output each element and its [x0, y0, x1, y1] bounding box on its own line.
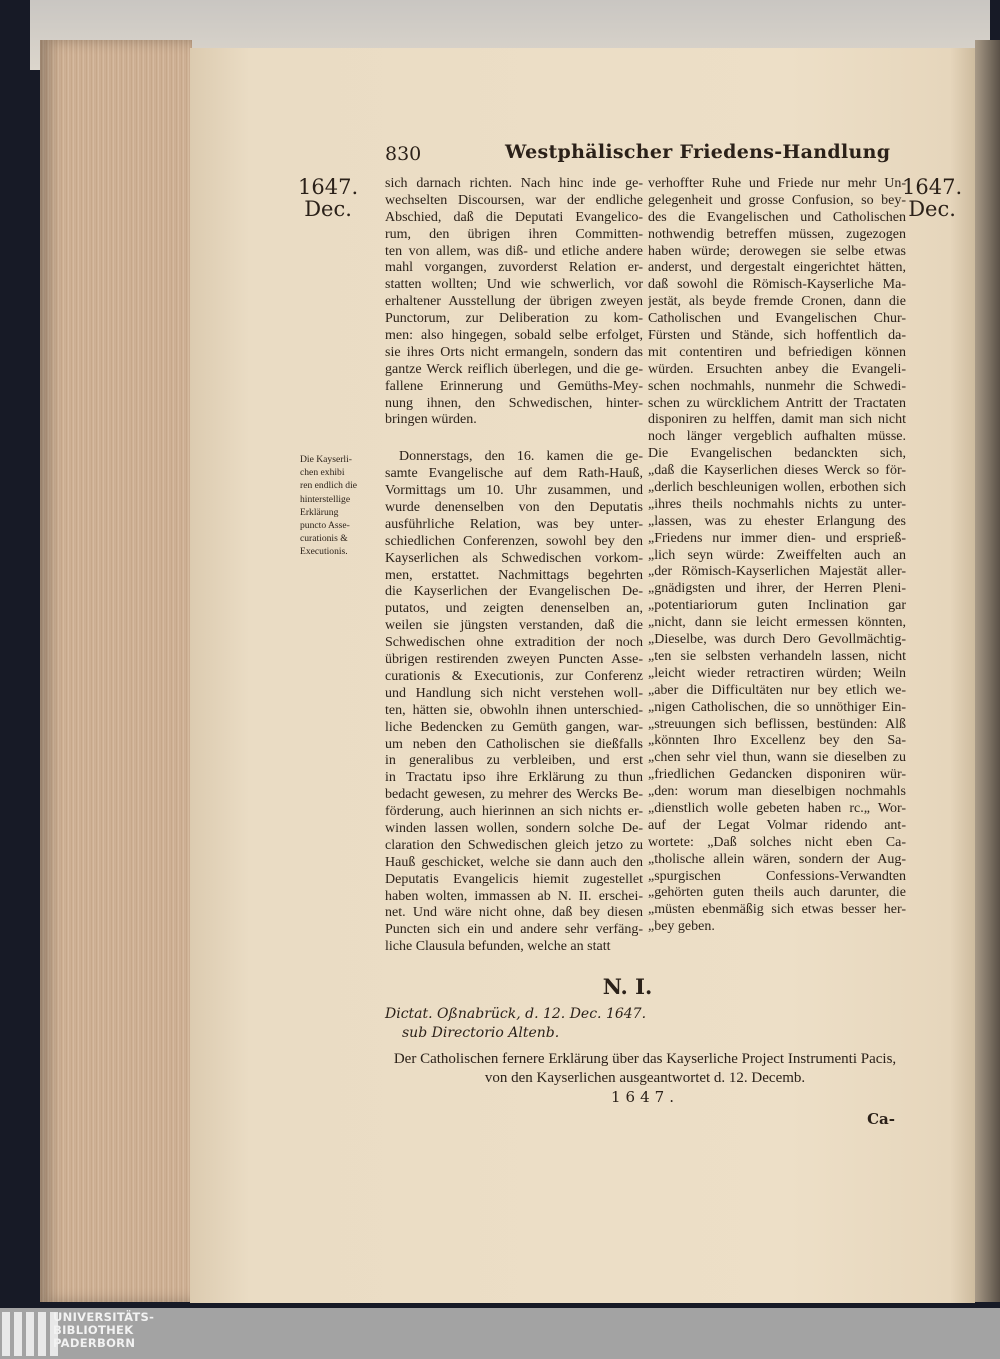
text-line: „friedlichen Gedancken disponiren wür- — [648, 767, 906, 783]
text-line: nung ihnen, den Schwedischen, hinter- — [385, 395, 643, 411]
text-line: „tholische allein wären, sondern der Aug- — [648, 851, 906, 867]
text-line: förderung, auch hierinnen an sich nichts er- — [385, 804, 643, 820]
library-logo-icon — [2, 1312, 58, 1356]
text-line: „müsten ebenmäßig sich etwas besser her- — [648, 902, 906, 918]
text-line: schen zu würcklichem Antritt der Tractaten — [648, 395, 906, 411]
text-line: Schwedischen ohne extradition der noch — [385, 635, 643, 651]
margin-note-line: Die Kayserli- — [300, 454, 352, 465]
text-line: winden lassen wollen, sondern solche De- — [385, 820, 643, 836]
right-text-column — [648, 176, 906, 936]
text-line: „leicht wieder retractiren würden; Weiln — [648, 665, 906, 681]
text-line: Vormittags um 10. Uhr zusammen, und — [385, 483, 643, 499]
text-line: Punctorum, zur Deliberation zu kom- — [385, 311, 643, 327]
text-line: liche Bedencken zu Gemüth gangen, war- — [385, 719, 643, 735]
text-line: würden. Ersuchten anbey die Evangeli- — [648, 361, 906, 377]
text-line: disponiren zu helffen, damit man sich nicht — [648, 412, 906, 428]
text-line: men, erstattet. Nachmittags begehrten — [385, 567, 643, 583]
facing-page-edge — [975, 40, 1000, 1302]
text-line: ten, hätten sie, obwohln ihnen unterschied- — [385, 702, 643, 718]
text-line: „dienstlich wolle gebeten haben rc.„ Wor- — [648, 800, 906, 816]
text-line: des die Evangelischen und Catholischen — [648, 209, 906, 225]
text-line: liche Clausula befunden, welche an statt — [385, 939, 611, 955]
text-line: in Tractatu ipso ihre Erklärung zu thun — [385, 770, 643, 786]
text-line: weilen sie jüngsten verstanden, daß die — [385, 618, 643, 634]
text-line: putatos, und zeigten denenselben an, — [385, 601, 643, 617]
text-line: übrigen restirenden zweyen Puncten Asse- — [385, 652, 643, 668]
text-line: „chen sehr viel thun, wann sie dieselben zu — [648, 750, 906, 766]
text-line: „lich seyn würde: Zweiffelten auch an — [648, 547, 906, 563]
text-line: „den: worum man dieselbigen nochmahls — [648, 784, 906, 800]
text-line: statten wollten; Und wie schwerlich, vor — [385, 277, 643, 293]
text-line: „Dieselbe, was durch Dero Gevollmächtig- — [648, 632, 906, 648]
text-line: wurde denenselben von den Deputatis — [385, 500, 643, 516]
text-line: gelegenheit und grosse Confusion, so bey- — [648, 192, 906, 208]
margin-note — [300, 453, 380, 559]
library-name-line: UNIVERSITÄTS- — [53, 1310, 155, 1324]
text-line: um neben den Catholischen sie dießfalls — [385, 736, 643, 752]
text-line: „daß die Kayserlichen dieses Werck so för- — [648, 463, 906, 479]
text-line: bedacht gewesen, zu mehrer des Wercks Be- — [385, 787, 643, 803]
text-line: gantze Werck reiflich überlegen, und die ge- — [385, 361, 643, 377]
library-name-line: PADERBORN — [53, 1336, 136, 1350]
left-text-column — [385, 176, 643, 956]
text-line: Catholischen und Evangelischen Chur- — [648, 311, 906, 327]
text-line: wechselten Discoursen, war der endliche — [385, 192, 643, 208]
margin-note-line: Erklärung — [300, 506, 339, 518]
text-line: die Kayserlichen der Evangelischen De- — [385, 584, 643, 600]
text-line: sie ihres Orts nicht ermangeln, sondern das — [385, 344, 643, 360]
text-line: „streuungen sich beflissen, bestünden: Alß — [648, 716, 906, 732]
text-line: ausführliche Relation, was bey unter- — [385, 516, 643, 532]
text-line: Die Evangelischen bedanckten sich, — [648, 446, 906, 462]
document-heading-block — [385, 1050, 905, 1129]
text-line: net. Und wäre nicht ohne, daß bey diesen — [385, 905, 643, 921]
text-line: haben wolten, immassen ab N. II. erschei- — [385, 888, 643, 904]
document-heading: Der Catholischen fernere Erklärung über das Kayserliche Project Instrumenti Pacis, von den Kayserlichen ausgeantwortet d. 12. Decemb. — [393, 1051, 897, 1086]
text-line: auf der Legat Volmar ridendo ant- — [648, 817, 906, 833]
text-line: wortete: „Daß solches nicht eben Ca- — [648, 834, 906, 850]
text-line: „gehörten guten theils auch darunter, die — [648, 885, 906, 901]
margin-note-line: puncto Asse- — [300, 520, 350, 532]
margin-note-line: curationis & — [300, 533, 348, 545]
library-name-line: BIBLIOTHEK — [53, 1323, 134, 1337]
text-line: samte Evangelische auf dem Rath-Hauß, — [385, 466, 643, 482]
text-line: men: also hingegen, sobald selbe erfolget, — [385, 328, 643, 344]
text-line: „spurgischen Confessions-Verwandten — [648, 868, 906, 884]
text-line: schiedlichen Conferenzen, sowohl bey den — [385, 533, 643, 549]
margin-note-line: hinterstellige — [300, 493, 351, 505]
text-line: und Handlung sich nicht verstehen woll- — [385, 685, 643, 701]
margin-year: 1647. — [298, 175, 359, 199]
text-line: „ihres theils nochmahls nichts zu unter- — [648, 496, 906, 512]
text-line: Fürsten und Stände, sich hoffentlich da- — [648, 328, 906, 344]
text-line: „bey geben. — [648, 919, 715, 935]
margin-month: Dec. — [908, 197, 956, 221]
dictat-line: Dictat. Oßnabrück, d. 12. Dec. 1647. — [385, 1006, 647, 1022]
text-line: „aber die Difficultäten nur bey etlich we- — [648, 682, 906, 698]
margin-year: 1647. — [902, 175, 963, 199]
text-line: „ten sie selbsten verhandeln lassen, nicht — [648, 648, 906, 664]
margin-date-right — [902, 176, 962, 220]
text-line: „Friedens nur immer dien- und ersprieß- — [648, 530, 906, 546]
text-line: „potentiariorum guten Inclination gar — [648, 598, 906, 614]
text-line: in generalibus zu verbleiben, und erst — [385, 753, 643, 769]
text-line: sich darnach richten. Nach hinc inde ge- — [385, 176, 643, 191]
page-number: 830 — [385, 143, 422, 165]
text-line: „der Römisch-Kayserlichen Majestät aller- — [648, 564, 906, 580]
library-name — [53, 1311, 154, 1350]
text-line: erhaltener Ausstellung der übrigen zweyen — [385, 294, 643, 310]
margin-note-line: chen exhibi — [300, 467, 345, 479]
text-line: Donnerstags, den 16. kamen die ge- — [399, 449, 643, 465]
directorio-line: sub Directorio Altenb. — [402, 1025, 560, 1041]
text-line: haben würde; derowegen sie selbe etwas — [648, 243, 906, 259]
text-line: curationis & Executionis, zur Conferenz — [385, 668, 643, 684]
paragraph-gap — [385, 429, 643, 449]
text-line: nothwendig betreffen müssen, zugezogen — [648, 226, 906, 242]
text-line: Abschied, daß die Deputati Evangelico- — [385, 209, 643, 225]
text-line: bringen würden. — [385, 412, 477, 428]
margin-note-line: ren endlich die — [300, 480, 358, 492]
text-line: Hauß geschicket, welche sie dann auch den — [385, 854, 643, 870]
text-line: „nicht, dann sie leicht ermessen könnten, — [648, 615, 906, 631]
margin-note-line: Executionis. — [300, 546, 348, 558]
running-title: Westphälischer Friedens-Handlung — [505, 141, 891, 163]
text-line: noch länger vergeblich aufhalten müsse. — [648, 429, 906, 445]
margin-month: Dec. — [304, 197, 352, 221]
text-line: claration den Schwedischen gleich jetzo zu — [385, 837, 643, 853]
text-line: Puncten sich ein und andere sehr verfäng- — [385, 922, 643, 938]
text-line: fallene Erinnerung und Gemüths-Mey- — [385, 378, 643, 394]
margin-date-left — [298, 176, 358, 220]
text-line: rum, den übrigen ihren Committen- — [385, 226, 643, 242]
text-line: jestät, als beyde fremde Cronen, dann die — [648, 294, 906, 310]
text-line: verhoffter Ruhe und Friede nur mehr Un- — [648, 176, 906, 191]
text-line: „gnädigsten und ihrer, der Herren Pleni- — [648, 581, 906, 597]
page-edges — [40, 40, 192, 1302]
catchword: Ca- — [867, 1110, 895, 1128]
text-line: mit contentiren und befriedigen können — [648, 344, 906, 360]
document-year: 1647. — [611, 1088, 679, 1106]
text-line: schen nochmahls, nunmehr die Schwedi- — [648, 378, 906, 394]
text-line: „derlich beschleunigen wollen, erbothen sich — [648, 480, 906, 496]
text-line: Deputatis Evangelicis hiemit zugestellet — [385, 871, 643, 887]
document-number: N. I. — [602, 974, 653, 999]
text-line: Kayserlichen als Schwedischen vorkom- — [385, 550, 643, 566]
text-line: anderst, und dergestalt eingerichtet hätten, — [648, 260, 906, 276]
text-line: mahl vorgangen, zuvorderst Relation er- — [385, 260, 643, 276]
text-line: „lassen, was zu ehester Erlangung des — [648, 513, 906, 529]
text-line: „nigen Catholischen, die so unnöthiger Ein- — [648, 699, 906, 715]
text-line: ten von allem, was diß- und etliche andere — [385, 243, 643, 259]
text-line: „könnten Ihro Excellenz bey den Sa- — [648, 733, 906, 749]
text-line: daß sowohl die Römisch-Kayserliche Ma- — [648, 277, 906, 293]
